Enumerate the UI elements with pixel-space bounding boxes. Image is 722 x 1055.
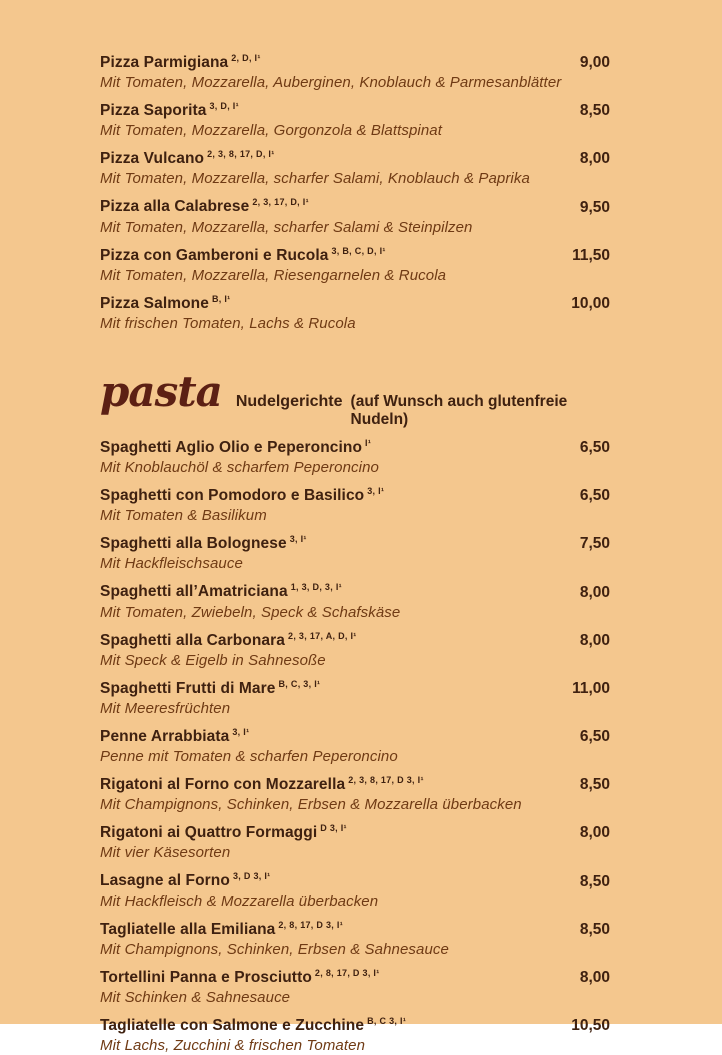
dish-price: 11,50 xyxy=(572,246,610,264)
dish-price: 8,00 xyxy=(579,150,610,168)
allergen-codes: 2, 8, 17, D 3, I¹ xyxy=(278,919,344,930)
menu-item xyxy=(100,481,610,525)
allergen-codes: B, C 3, I¹ xyxy=(367,1015,407,1026)
menu-item-header xyxy=(100,963,610,988)
dish-name xyxy=(100,144,275,169)
menu-item xyxy=(100,529,610,573)
menu-item-header xyxy=(100,722,610,747)
allergen-codes: 3, D, I¹ xyxy=(209,101,239,112)
dish-name-text: Pizza Vulcano xyxy=(100,150,205,168)
menu-item xyxy=(100,674,610,718)
allergen-codes: D 3, I¹ xyxy=(320,823,347,834)
menu-item-header xyxy=(100,818,610,843)
dish-name-text: Spaghetti con Pomodoro e Basilico xyxy=(100,487,365,505)
menu-item xyxy=(100,770,610,814)
allergen-codes: 3, B, C, D, I¹ xyxy=(331,245,386,256)
dish-description: Mit Speck & Eigelb in Sahnesoße xyxy=(100,651,326,669)
allergen-codes: 2, 3, 8, 17, D, I¹ xyxy=(207,149,275,160)
menu-item-header xyxy=(100,192,610,217)
menu-item-header xyxy=(100,577,610,602)
dish-description: Mit Tomaten, Mozzarella, Riesengarnelen & Rucola xyxy=(100,266,447,284)
dish-price: 10,50 xyxy=(571,1016,610,1034)
allergen-codes: 2, 3, 17, A, D, I¹ xyxy=(288,630,357,641)
menu-item xyxy=(100,48,610,92)
dish-name xyxy=(100,241,386,266)
menu-item xyxy=(100,289,610,333)
pasta-section-note: (auf Wunsch auch glutenfreie Nudeln) xyxy=(350,392,568,428)
dish-name-text: Tortellini Panna e Prosciutto xyxy=(100,968,312,986)
dish-description: Mit Schinken & Sahnesauce xyxy=(100,988,291,1006)
dish-name xyxy=(100,289,230,314)
menu-item xyxy=(100,963,610,1007)
dish-description: Mit Tomaten, Mozzarella, Auberginen, Knoblauch & Parmesanblätter xyxy=(100,74,562,92)
menu-item-header xyxy=(100,770,610,795)
dish-name-text: Spaghetti alla Bolognese xyxy=(100,535,287,553)
allergen-codes: 1, 3, D, 3, I¹ xyxy=(290,582,342,593)
dish-name xyxy=(100,866,270,891)
dish-name xyxy=(100,96,239,121)
dish-name xyxy=(100,626,357,651)
menu-item-header xyxy=(100,529,610,554)
dish-price: 8,00 xyxy=(579,824,610,842)
dish-price: 6,50 xyxy=(579,728,610,746)
dish-description: Mit Tomaten, Mozzarella, Gorgonzola & Blattspinat xyxy=(100,122,443,140)
dish-name-text: Rigatoni ai Quattro Formaggi xyxy=(100,824,318,842)
menu-item xyxy=(100,1011,610,1055)
menu-item xyxy=(100,241,610,285)
menu-item-header xyxy=(100,289,610,314)
pasta-item-list xyxy=(100,433,610,1055)
dish-description: Mit Hackfleischsauce xyxy=(100,555,243,573)
dish-name-text: Spaghetti Frutti di Mare xyxy=(100,679,276,697)
allergen-codes: 2, D, I¹ xyxy=(231,53,261,63)
dish-name-text: Rigatoni al Forno con Mozzarella xyxy=(100,776,346,794)
dish-name xyxy=(100,577,342,602)
menu-item-header xyxy=(100,144,610,169)
allergen-codes: B, C, 3, I¹ xyxy=(278,678,321,689)
dish-name xyxy=(100,192,309,217)
dish-price: 6,50 xyxy=(579,487,610,505)
allergen-codes: I¹ xyxy=(365,437,372,448)
dish-name-text: Spaghetti all’Amatriciana xyxy=(100,583,288,601)
allergen-codes: 2, 3, 8, 17, D 3, I¹ xyxy=(348,775,424,786)
dish-description: Penne mit Tomaten & scharfen Peperoncino xyxy=(100,748,398,766)
menu-item-header xyxy=(100,674,610,699)
menu-item xyxy=(100,192,610,236)
dish-description: Mit Champignons, Schinken, Erbsen & Sahnesauce xyxy=(100,940,449,958)
dish-name xyxy=(100,915,343,940)
pasta-section-label: Nudelgerichte xyxy=(235,392,343,410)
menu-item-header xyxy=(100,866,610,891)
dish-name xyxy=(100,1011,406,1036)
dish-name xyxy=(100,963,380,988)
menu-item xyxy=(100,433,610,477)
dish-price: 9,50 xyxy=(579,198,610,216)
allergen-codes: 3, I¹ xyxy=(232,726,250,737)
dish-description: Mit frischen Tomaten, Lachs & Rucola xyxy=(100,314,356,332)
allergen-codes: B, I¹ xyxy=(211,293,231,304)
dish-name xyxy=(100,722,249,747)
dish-description: Mit Tomaten, Mozzarella, scharfer Salami & Steinpilzen xyxy=(100,218,473,236)
dish-name xyxy=(100,48,261,73)
dish-price: 10,00 xyxy=(571,294,610,312)
dish-price: 8,50 xyxy=(579,102,610,120)
menu-item-header xyxy=(100,1011,610,1036)
dish-price: 8,50 xyxy=(579,872,610,890)
menu-item xyxy=(100,626,610,670)
dish-price: 6,50 xyxy=(579,439,610,457)
menu-item xyxy=(100,96,610,140)
dish-price: 9,00 xyxy=(579,54,610,72)
dish-price: 8,00 xyxy=(579,583,610,601)
allergen-codes: 2, 3, 17, D, I¹ xyxy=(252,197,309,208)
dish-name xyxy=(100,529,307,554)
dish-description: Mit Knoblauchöl & scharfem Peperoncino xyxy=(100,459,379,477)
dish-name-text: Pizza Salmone xyxy=(100,294,209,312)
menu-item-header xyxy=(100,241,610,266)
dish-name-text: Lasagne al Forno xyxy=(100,872,230,890)
dish-description: Mit Hackfleisch & Mozzarella überbacken xyxy=(100,892,379,910)
dish-name-text: Penne Arrabbiata xyxy=(100,728,230,746)
menu-item xyxy=(100,818,610,862)
dish-description: Mit Meeresfrüchten xyxy=(100,699,231,717)
pasta-script-title: pasta xyxy=(100,366,222,416)
pizza-item-list xyxy=(100,48,610,333)
dish-price: 8,00 xyxy=(579,968,610,986)
dish-name xyxy=(100,674,320,699)
dish-description: Mit Champignons, Schinken, Erbsen & Mozzarella überbacken xyxy=(100,796,522,814)
menu-item xyxy=(100,915,610,959)
dish-name-text: Pizza alla Calabrese xyxy=(100,198,250,216)
dish-description: Mit Tomaten & Basilikum xyxy=(100,507,267,525)
dish-name xyxy=(100,481,384,506)
dish-price: 8,50 xyxy=(579,920,610,938)
dish-description: Mit vier Käsesorten xyxy=(100,844,231,862)
allergen-codes: 3, I¹ xyxy=(289,534,307,545)
dish-description: Mit Tomaten, Mozzarella, scharfer Salami, Knoblauch & Paprika xyxy=(100,170,530,188)
menu-item xyxy=(100,144,610,188)
menu-item xyxy=(100,577,610,621)
dish-name xyxy=(100,433,371,458)
dish-name xyxy=(100,770,424,795)
dish-name-text: Tagliatelle con Salmone e Zucchine xyxy=(100,1016,365,1034)
menu-item-header xyxy=(100,96,610,121)
dish-name-text: Pizza Parmigiana xyxy=(100,54,229,72)
dish-name-text: Spaghetti alla Carbonara xyxy=(100,631,286,649)
menu-item xyxy=(100,866,610,910)
dish-name xyxy=(100,818,347,843)
dish-name-text: Pizza con Gamberoni e Rucola xyxy=(100,246,329,264)
allergen-codes: 3, D 3, I¹ xyxy=(232,871,271,882)
menu-item-header xyxy=(100,433,610,458)
dish-description: Mit Lachs, Zucchini & frischen Tomaten xyxy=(100,1036,366,1054)
menu-item-header xyxy=(100,626,610,651)
dish-price: 11,00 xyxy=(572,679,610,697)
dish-price: 8,00 xyxy=(579,631,610,649)
menu-item xyxy=(100,722,610,766)
pasta-section-header xyxy=(100,366,610,428)
dish-name-text: Pizza Saporita xyxy=(100,102,207,120)
dish-price: 8,50 xyxy=(579,776,610,794)
menu-item-header xyxy=(100,915,610,940)
dish-description: Mit Tomaten, Zwiebeln, Speck & Schafskäse xyxy=(100,603,401,621)
allergen-codes: 3, I¹ xyxy=(367,486,385,497)
allergen-codes: 2, 8, 17, D 3, I¹ xyxy=(314,967,380,978)
menu-item-header xyxy=(100,48,610,73)
dish-name-text: Spaghetti Aglio Olio e Peperoncino xyxy=(100,439,363,457)
dish-name-text: Tagliatelle alla Emiliana xyxy=(100,920,276,938)
dish-price: 7,50 xyxy=(579,535,610,553)
menu-item-header xyxy=(100,481,610,506)
